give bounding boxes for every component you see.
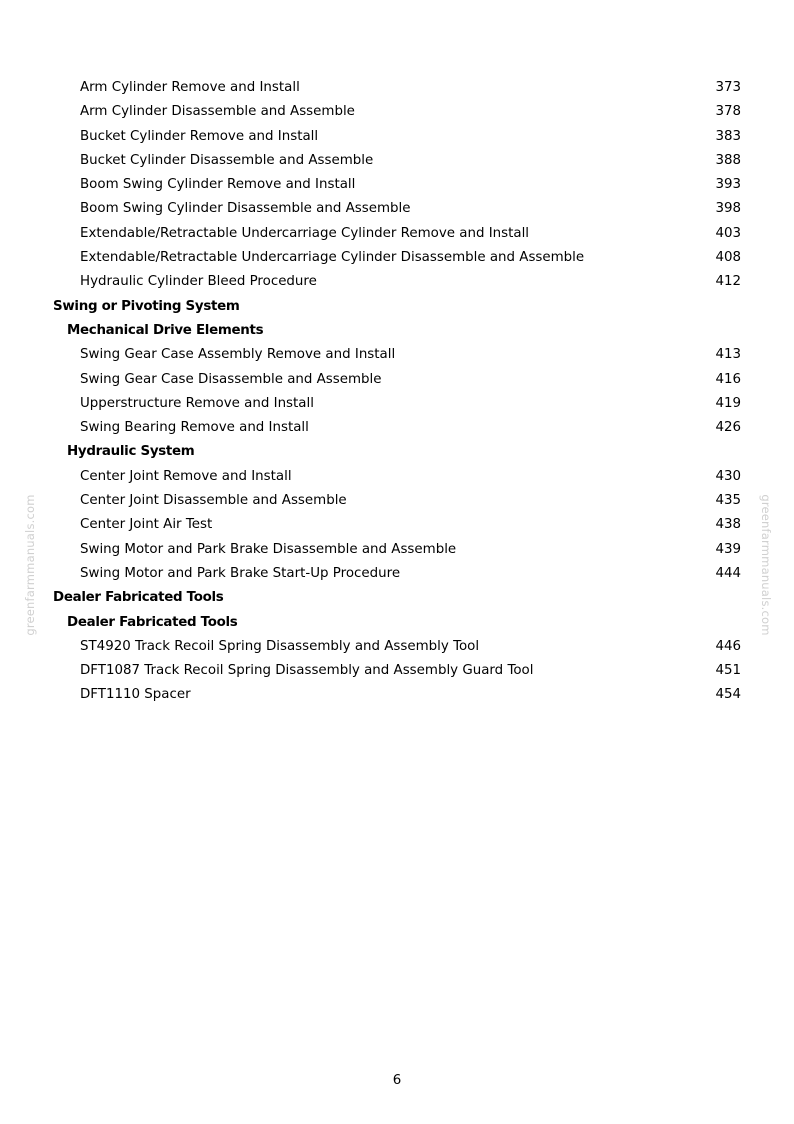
toc-entry-title: Swing Bearing Remove and Install xyxy=(80,420,309,436)
toc-entry-page: 398 xyxy=(715,201,741,217)
toc-entry-title: DFT1110 Spacer xyxy=(80,687,191,703)
toc-entry-title: Hydraulic System xyxy=(67,444,195,460)
toc-entry-page: 393 xyxy=(715,177,741,193)
toc-entry[interactable] xyxy=(0,173,794,197)
toc-entry-title: Bucket Cylinder Disassemble and Assemble xyxy=(80,152,374,168)
toc-entry[interactable] xyxy=(0,270,794,294)
toc-entry-page: 430 xyxy=(715,468,741,484)
toc-entry[interactable] xyxy=(0,100,794,124)
toc-entry[interactable] xyxy=(0,489,794,513)
toc-entry[interactable] xyxy=(0,149,794,173)
toc-subsection-heading[interactable] xyxy=(0,611,794,635)
toc-entry[interactable] xyxy=(0,246,794,270)
toc-entry-title: Arm Cylinder Remove and Install xyxy=(80,80,300,95)
toc-entry-title: DFT1087 Track Recoil Spring Disassembly and Assembly Guard Tool xyxy=(80,663,534,679)
toc-entry-title: Upperstructure Remove and Install xyxy=(80,395,314,411)
toc-entry-page: 408 xyxy=(715,250,741,266)
toc-entry[interactable] xyxy=(0,392,794,416)
toc-entry-page: 439 xyxy=(715,541,741,557)
watermark-right: greenfarmmanuals.com xyxy=(759,494,773,636)
toc-entry-title: Center Joint Disassemble and Assemble xyxy=(80,493,347,509)
toc-entry[interactable] xyxy=(0,368,794,392)
toc-entry-page: 412 xyxy=(715,274,741,290)
toc-entry-title: Bucket Cylinder Remove and Install xyxy=(80,128,319,144)
toc-entry-title: Swing or Pivoting System xyxy=(53,298,240,314)
toc-entry-page: 419 xyxy=(715,395,741,411)
toc-entry-title: Extendable/Retractable Undercarriage Cylinder Remove and Install xyxy=(80,225,530,241)
toc-section-heading[interactable] xyxy=(0,586,794,610)
toc-entry-title: Swing Motor and Park Brake Disassemble and Assemble xyxy=(80,541,457,557)
toc-entry[interactable] xyxy=(0,659,794,683)
toc-entry-page: 435 xyxy=(715,493,741,509)
toc-entry[interactable] xyxy=(0,465,794,489)
toc-entry-page: 373 xyxy=(715,80,741,95)
toc-entry-title: Swing Gear Case Assembly Remove and Install xyxy=(80,347,396,363)
toc-entry[interactable] xyxy=(0,343,794,367)
toc-entry[interactable] xyxy=(0,683,794,707)
toc-entry-title: Boom Swing Cylinder Remove and Install xyxy=(80,177,356,193)
toc-entry-title: Swing Gear Case Disassemble and Assemble xyxy=(80,371,382,387)
toc-entry[interactable] xyxy=(0,513,794,537)
toc-entry-title: Arm Cylinder Disassemble and Assemble xyxy=(80,104,355,120)
toc-entry-title: Hydraulic Cylinder Bleed Procedure xyxy=(80,274,317,290)
toc-entry-title: Dealer Fabricated Tools xyxy=(53,590,224,606)
toc-entry-title: Boom Swing Cylinder Disassemble and Assemble xyxy=(80,201,411,217)
toc-entry-title: Extendable/Retractable Undercarriage Cylinder Disassemble and Assemble xyxy=(80,250,585,266)
watermark-left: greenfarmmanuals.com xyxy=(23,494,37,636)
toc-entry[interactable] xyxy=(0,538,794,562)
toc-entry[interactable] xyxy=(0,416,794,440)
toc-subsection-heading[interactable] xyxy=(0,319,794,343)
toc-entry-title: Swing Motor and Park Brake Start-Up Procedure xyxy=(80,565,401,581)
toc-entry-page: 446 xyxy=(715,638,741,654)
toc-entry-page: 454 xyxy=(715,687,741,703)
toc-subsection-heading[interactable] xyxy=(0,440,794,464)
toc-entry-page: 451 xyxy=(715,663,741,679)
table-of-contents xyxy=(0,76,794,708)
toc-entry-page: 444 xyxy=(715,565,741,581)
toc-entry-page: 403 xyxy=(715,225,741,241)
toc-entry-page: 383 xyxy=(715,128,741,144)
toc-entry-title: Center Joint Remove and Install xyxy=(80,468,292,484)
toc-entry[interactable] xyxy=(0,197,794,221)
toc-entry-page: 413 xyxy=(715,347,741,363)
toc-entry-title: Center Joint Air Test xyxy=(80,517,213,533)
toc-entry-page: 426 xyxy=(715,420,741,436)
toc-entry-page: 438 xyxy=(715,517,741,533)
toc-entry-page: 378 xyxy=(715,104,741,120)
page-number: 6 xyxy=(392,1073,402,1088)
toc-entry-title: Mechanical Drive Elements xyxy=(67,322,264,338)
toc-section-heading[interactable] xyxy=(0,295,794,319)
toc-entry[interactable] xyxy=(0,222,794,246)
toc-entry-page: 416 xyxy=(715,371,741,387)
toc-entry-title: ST4920 Track Recoil Spring Disassembly and Assembly Tool xyxy=(80,638,480,654)
toc-entry[interactable] xyxy=(0,635,794,659)
toc-entry[interactable] xyxy=(0,562,794,586)
toc-entry-page: 388 xyxy=(715,152,741,168)
toc-entry[interactable] xyxy=(0,125,794,149)
toc-entry[interactable] xyxy=(0,76,794,100)
toc-entry-title: Dealer Fabricated Tools xyxy=(67,614,238,630)
